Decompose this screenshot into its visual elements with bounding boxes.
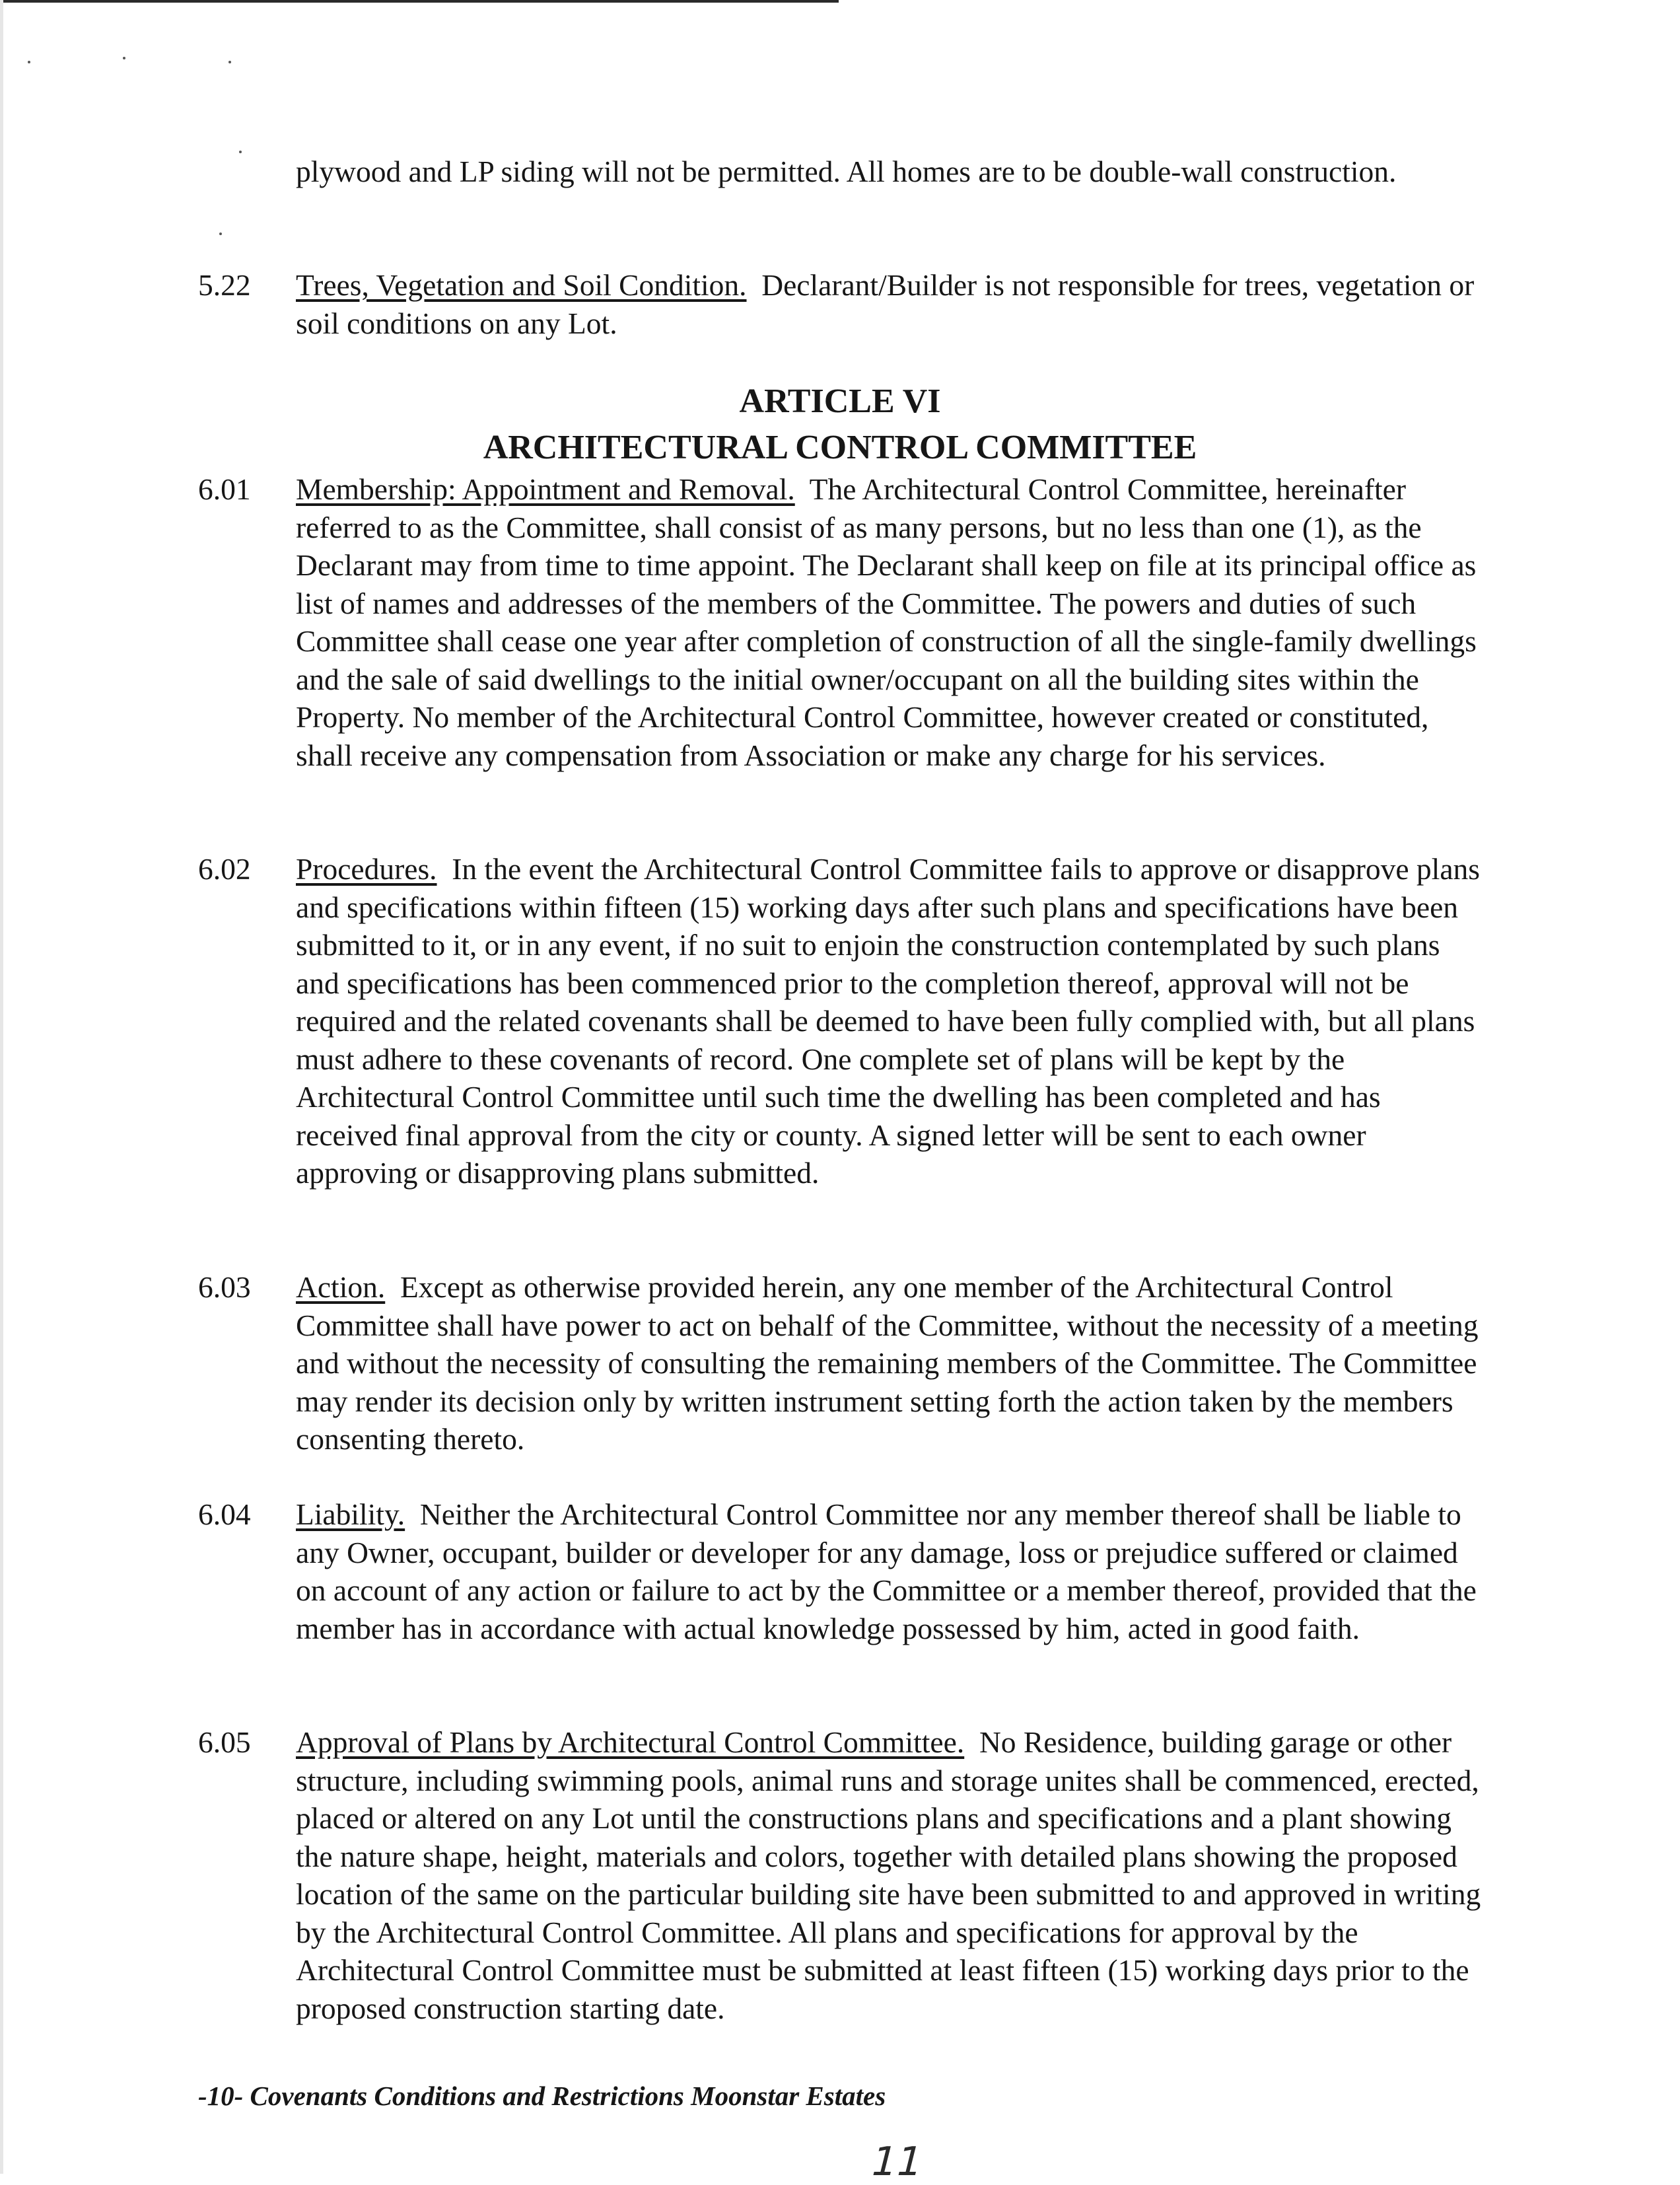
scan-speck bbox=[219, 233, 222, 235]
section-text bbox=[296, 266, 1485, 342]
scan-speck bbox=[228, 61, 231, 63]
continuation-paragraph: plywood and LP siding will not be permitted. All homes are to be double-wall construction. bbox=[296, 155, 1397, 188]
section-number: 6.05 bbox=[198, 1725, 251, 1759]
section-title: Approval of Plans by Architectural Control Committee. bbox=[296, 1725, 965, 1759]
section-body: Declarant/Builder is not responsible for trees, vegetation or soil conditions on any Lot. bbox=[296, 268, 1475, 340]
section-title: Liability. bbox=[296, 1497, 405, 1531]
section-number: 6.04 bbox=[198, 1497, 251, 1531]
section-body: The Architectural Control Committee, hereinafter referred to as the Committee, shall consist of as many persons, but no less than one (1), as the Declarant may from time to time appoint. The Declarant shall keep on file at its principal office as list of names and addresses of the members of the Committee. The powers and duties of such Committee shall cease one year after completion of construction of all the single-family dwellings and the sale of said dwellings to the initial owner/occupant on all the building sites within the Property. No member of the Architectural Control Committee, however created or constituted, shall receive any compensation from Association or make any charge for his services. bbox=[296, 472, 1477, 772]
section-text bbox=[296, 470, 1485, 774]
top-border-line bbox=[0, 0, 839, 3]
section-body: Except as otherwise provided herein, any one member of the Architectural Control Committee shall have power to act on behalf of the Committee, without the necessity of a meeting and without the necessity of consulting the remaining members of the Committee. The Committee may render its decision only by written instrument setting forth the action taken by the members consenting thereto. bbox=[296, 1270, 1479, 1456]
section-body: No Residence, building garage or other structure, including swimming pools, animal runs and storage unites shall be commenced, erected, placed or altered on any Lot until the constructions plans and specifications and a plant showing the nature shape, height, materials and colors, together with detailed plans showing the proposed location of the same on the particular building site have been submitted to and approved in writing by the Architectural Control Committee. All plans and specifications for approval by the Architectural Control Committee must be submitted at least fifteen (15) working days prior to the proposed construction starting date. bbox=[296, 1725, 1481, 2025]
section-number: 6.01 bbox=[198, 472, 251, 506]
section-title: Membership: Appointment and Removal. bbox=[296, 472, 795, 506]
section-number: 6.02 bbox=[198, 852, 251, 886]
section-title: Action. bbox=[296, 1270, 386, 1304]
scan-speck bbox=[28, 61, 30, 63]
section-text bbox=[296, 850, 1485, 1192]
section-body: In the event the Architectural Control Committee fails to approve or disapprove plans and specifications within fifteen (15) working days after such plans and specifications have been submitted to it, or in any event, if no suit to enjoin the construction contemplated by such plans and specifications has been commenced prior to the completion thereof, approval will not be required and the related covenants shall be deemed to have been fully complied with, but all plans must adhere to these covenants of record. One complete set of plans will be kept by the Architectural Control Committee until such time the dwelling has been completed and has received final approval from the city or county. A signed letter will be sent to each owner approving or disapproving plans submitted. bbox=[296, 852, 1480, 1190]
section-number: 5.22 bbox=[198, 268, 251, 302]
article-number: ARTICLE VI bbox=[739, 382, 941, 420]
section-text bbox=[296, 1723, 1485, 2027]
section-text bbox=[296, 1268, 1485, 1458]
scan-speck bbox=[123, 57, 125, 59]
scan-speck bbox=[239, 151, 242, 153]
section-text bbox=[296, 1495, 1485, 1647]
article-title: ARCHITECTURAL CONTROL COMMITTEE bbox=[483, 429, 1197, 466]
section-title: Trees, Vegetation and Soil Condition. bbox=[296, 268, 747, 302]
handwritten-page-mark: 11 bbox=[866, 2139, 928, 2185]
section-title: Procedures. bbox=[296, 852, 437, 886]
scan-left-edge bbox=[0, 0, 3, 2174]
page-footer: -10- Covenants Conditions and Restrictions Moonstar Estates bbox=[198, 2081, 886, 2111]
section-body: Neither the Architectural Control Committee nor any member thereof shall be liable to any Owner, occupant, builder or developer for any damage, loss or prejudice suffered or claimed on account of any action or failure to act by the Committee or a member thereof, provided that the member has in accordance with actual knowledge possessed by him, acted in good faith. bbox=[296, 1497, 1477, 1645]
section-number: 6.03 bbox=[198, 1270, 251, 1304]
